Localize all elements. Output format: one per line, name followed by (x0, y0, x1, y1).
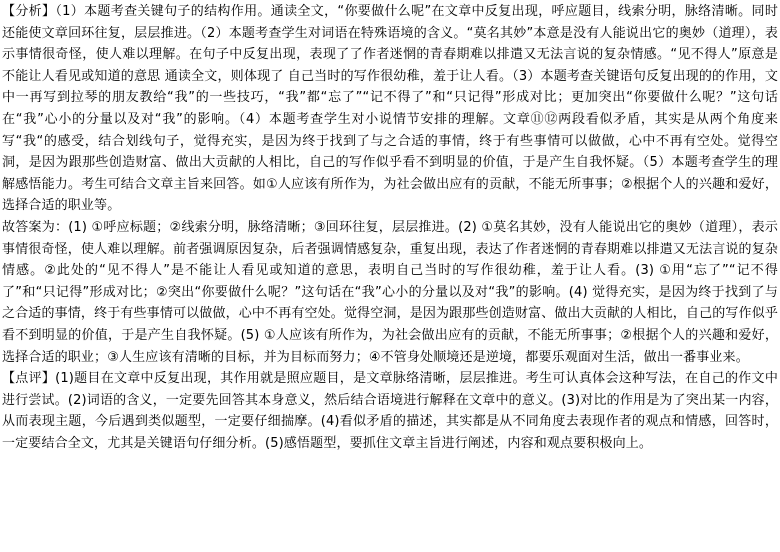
analysis-paragraph: 【分析】（1）本题考查关键句子的结构作用。通读全文，“你要做什么呢”在文章中反复出现，呼应题目，线索分明，脉络清晰。同时还能使文章回环往复，层层推进。（2）本题考查学生对词语在特殊语境的含义。“莫名其妙”本意是没有人能说出它的奥妙（道理），表示事情很奇怪，使人难以理解。在句子中反复出现，表现了了作者迷惘的青春期难以排遣又无法言说的复杂情感。“见不得人”原意是不能让人看见或知道的意思 通读全文，则体现了 自己当时的写作很幼稚，羞于让人看。（3）本题考查关键语句反复出现的的作用，文中一再写到拉琴的朋友教给“我”的一些技巧，“我”都“忘了”“记不得了”和“只记得”形成对比；更加突出“你要做什么呢？”这句话在“我”心小的分量以及对“我”的影响。（4）本题考查学生对小说情节安排的理解。文章⑪⑫两段看似矛盾，其实是从两个角度来写“我“的感受，结合划线句子，觉得充实，是因为终于找到了与之合适的事情，终于有些事情可以做做，心中不再有空处。觉得空洞，是因为跟那些创造财富、做出大贡献的人相比，自己的写作似乎看不到明显的价值，于是产生自我怀疑。（5）本题考查学生的理解感悟能力。考生可结合文章主旨来回答。如①人应该有所作为，为社会做出应有的贡献，不能无所事事；②根据个人的兴趣和爱好，选择合适的职业等。 (2, 4, 778, 214)
answer-paragraph: 故答案为：(1) ①呼应标题；②线索分明，脉络清晰；③回环往复，层层推进。(2) ①莫名其妙，没有人能说出它的奥妙（道理），表示事情很奇怪，使人难以理解。前者强调原因复杂，后者强调情感复杂，重复出现，表达了作者迷惘的青春期难以排遣又无法言说的复杂情感。②此处的“见不得人”是不能让人看见或知道的意思，表明自己当时的写作很幼稚，羞于让人看。(3) ①用“忘了”“记不得了”和“只记得”形成对比；②突出“你要做什么呢？”这句话在“我”心小的分量以及对“我”的影响。(4) 觉得充实，是因为终于找到了与之合适的事情，终于有些事情可以做做，心中不再有空处。觉得空洞，是因为跟那些创造财富、做出大贡献的人相比，自己的写作似乎看不到明显的价值，于是产生自我怀疑。(5) ①人应该有所作为，为社会做出应有的贡献，不能无所事事；②根据个人的兴趣和爱好，选择合适的职业；③人生应该有清晰的目标，并为目标而努力；④不管身处顺境还是逆境，都要乐观面对生活，做出一番事业来。 (2, 219, 778, 365)
comment-paragraph: 【点评】(1)题目在文章中反复出现，其作用就是照应题目，是文章脉络清晰，层层推进。考生可认真体会这种写法，在自己的作文中进行尝试。(2)词语的含义，一定要先回答其本身意义，然后结合语境进行解释在文章中的意义。(3)对比的作用是为了突出某一内容，从而表现主题，今后遇到类似题型，一定要仔细揣摩。(4)看似矛盾的描述，其实都是从不同角度去表现作者的观点和情感，回答时，一定要结合全文，尤其是关键语句仔细分析。(5)感悟题型，要抓住文章主旨进行阐述，内容和观点要积极向上。 (2, 371, 778, 451)
